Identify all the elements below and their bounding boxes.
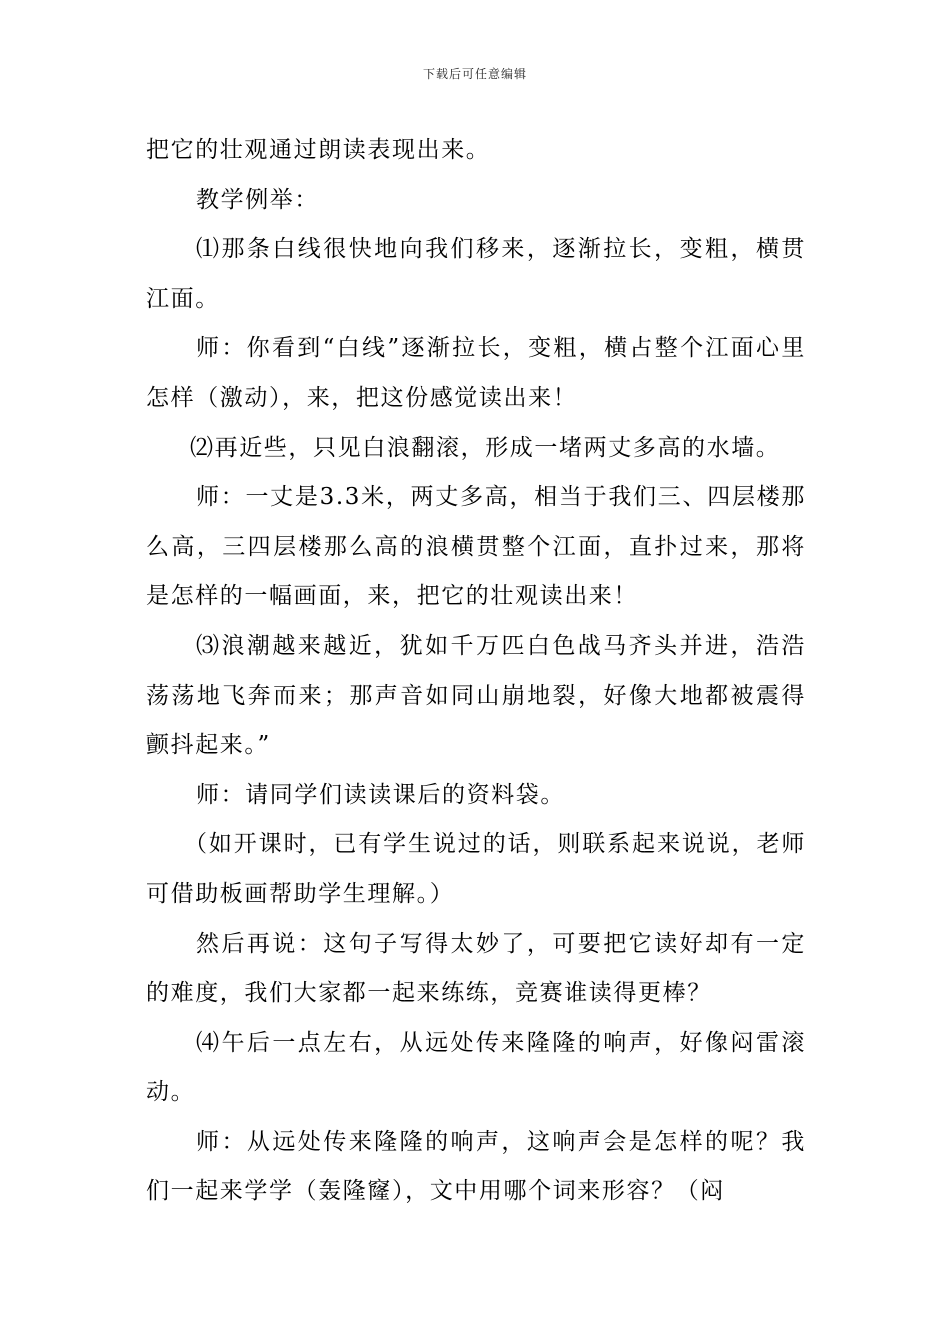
paragraph-teacher-1: 师：你看到“白线”逐渐拉长，变粗，横占整个江面心里怎样（激动），来，把这份感觉读出来！: [146, 335, 806, 411]
paragraph-continuation: 把它的壮观通过朗读表现出来。: [146, 137, 491, 163]
paragraph-teacher-3: 师：请同学们读读课后的资料袋。: [196, 781, 565, 808]
document-body: [146, 126, 806, 1217]
paragraph-example-1: ⑴那条白线很快地向我们移来，逐渐拉长，变粗，横贯江面。: [146, 236, 806, 312]
paragraph-note: （如开课时，已有学生说过的话，则联系起来说说，老师可借助板画帮助学生理解。）: [146, 831, 806, 907]
paragraph-example-4: ⑷午后一点左右，从远处传来隆隆的响声，好像闷雷滚动。: [146, 1029, 806, 1106]
paragraph-teacher-2: 师：一丈是3.3米，两丈多高，相当于我们三、四层楼那么高，三四层楼那么高的浪横贯整个江面，直扑过来，那将是怎样的一幅画面，来，把它的壮观读出来！: [146, 484, 806, 610]
paragraph-then-say: 然后再说：这句子写得太妙了，可要把它读好却有一定的难度，我们大家都一起来练练，竞赛谁读得更棒？: [146, 930, 806, 1007]
paragraph-teacher-4: 师：从远处传来隆隆的响声，这响声会是怎样的呢？我们一起来学学（轰隆窿），文中用哪个词来形容？（闷: [146, 1128, 806, 1205]
paragraph-teaching-examples-heading: 教学例举：: [196, 186, 319, 213]
page-header: 下载后可任意编辑: [422, 67, 527, 81]
paragraph-example-2: ⑵再近些，只见白浪翻滚，形成一堵两丈多高的水墙。: [190, 434, 781, 461]
paragraph-example-3: ⑶浪潮越来越近，犹如千万匹白色战马齐头并进，浩浩荡荡地飞奔而来；那声音如同山崩地裂，好像大地都被震得颤抖起来。”: [146, 632, 806, 759]
